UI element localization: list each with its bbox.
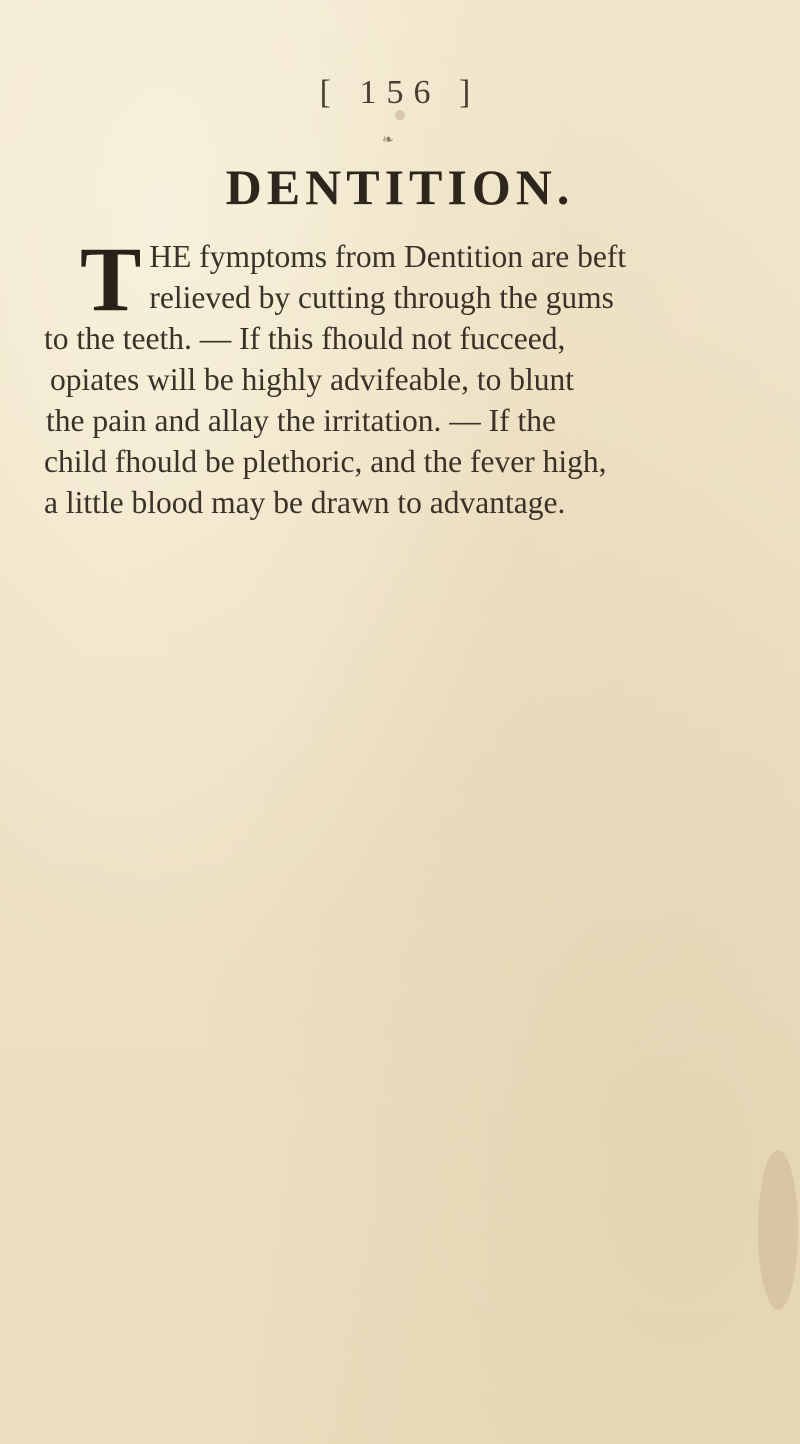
text-line: opiates will be highly advifeable, to blunt [50, 362, 575, 397]
page-number: [ 156 ] [319, 74, 481, 111]
text-line: the pain and allay the irritation. — If the [46, 403, 556, 438]
paper-stain [758, 1150, 798, 1310]
text-line: to the teeth. — If this fhould not fucceed, [44, 321, 566, 356]
text-line: child fhould be plethoric, and the fever high, [44, 444, 607, 479]
text-line: relieved by cutting through the gums [149, 280, 614, 315]
drop-cap: T [80, 228, 142, 330]
page-title: DENTITION. [225, 159, 575, 215]
text-line: a little blood may be drawn to advantage. [44, 485, 566, 520]
body-paragraph [44, 228, 786, 523]
text-line: HE fymptoms from Dentition are beft [149, 239, 627, 274]
ornament-icon: ❧ [382, 132, 394, 148]
